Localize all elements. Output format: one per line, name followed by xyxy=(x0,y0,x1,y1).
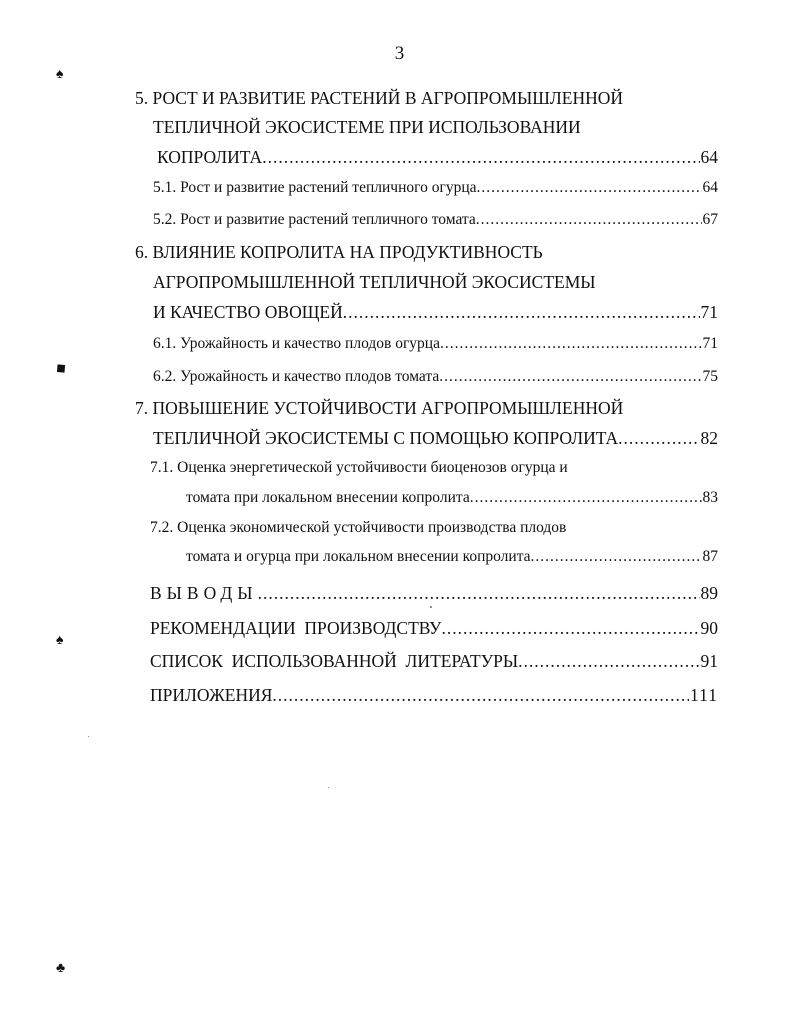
toc-entry-conclusions-page: 89 xyxy=(700,583,718,603)
dot-leader xyxy=(618,426,699,450)
scan-hole-mark: ♣ xyxy=(56,961,66,976)
toc-entry-recommendations-title: РЕКОМЕНДАЦИИ ПРОИЗВОДСТВУ xyxy=(150,618,442,638)
toc-entry-5-1 xyxy=(153,177,718,199)
toc-entry-7-page: 82 xyxy=(700,428,718,448)
toc-entry-recommendations xyxy=(150,616,718,640)
toc-entry-5-title-line3: КОПРОЛИТА xyxy=(157,147,263,167)
toc-entry-references-page: 91 xyxy=(700,651,718,671)
toc-entry-appendices-title: ПРИЛОЖЕНИЯ xyxy=(150,685,273,705)
toc-entry-7-1 xyxy=(186,487,718,509)
toc-entry-5-2 xyxy=(153,209,718,231)
toc-entry-7-2 xyxy=(186,546,718,568)
scan-hole-mark: ♠ xyxy=(56,67,64,82)
toc-entry-6-title-line2: АГРОПРОМЫШЛЕННОЙ ТЕПЛИЧНОЙ ЭКОСИСТЕМЫ xyxy=(153,272,596,292)
toc-entry-references xyxy=(150,649,718,673)
toc-entry-5-2-title: 5.2. Рост и развитие растений тепличного томата xyxy=(153,211,476,228)
scan-speck xyxy=(328,787,329,788)
dot-leader xyxy=(441,616,699,640)
toc-entry-7-title-line2: ТЕПЛИЧНОЙ ЭКОСИСТЕМЫ С ПОМОЩЬЮ КОПРОЛИТА xyxy=(153,428,619,448)
dot-leader xyxy=(476,209,702,231)
dot-leader xyxy=(440,333,702,355)
dot-leader xyxy=(531,546,702,568)
dot-leader xyxy=(258,581,700,605)
scan-speck xyxy=(88,736,89,737)
toc-entry-5-2-page: 67 xyxy=(702,211,718,228)
dot-leader xyxy=(477,177,702,199)
toc-entry-6-2 xyxy=(153,366,718,388)
toc-entry-7 xyxy=(153,426,718,450)
toc-entry-6-1-page: 71 xyxy=(702,335,718,352)
toc-entry-6-2-title: 6.2. Урожайность и качество плодов томата xyxy=(153,368,440,385)
toc-entry-7-title-line1: 7. ПОВЫШЕНИЕ УСТОЙЧИВОСТИ АГРОПРОМЫШЛЕННОЙ xyxy=(135,398,624,418)
toc-entry-7-2-page: 87 xyxy=(702,548,718,565)
toc-entry-6-page: 71 xyxy=(700,302,718,322)
toc-entry-7-1-title-line1: 7.1. Оценка энергетической устойчивости биоценозов огурца и xyxy=(150,459,568,476)
toc-entry-7-1-title-line2: томата при локальном внесении копролита xyxy=(186,489,470,506)
dot-leader xyxy=(518,649,699,673)
toc-entry-5-title-line2: ТЕПЛИЧНОЙ ЭКОСИСТЕМЕ ПРИ ИСПОЛЬЗОВАНИИ xyxy=(153,117,581,137)
dot-leader xyxy=(439,366,701,388)
toc-entry-6-1-title: 6.1. Урожайность и качество плодов огурца xyxy=(153,335,440,352)
scan-hole-mark: ♠ xyxy=(56,633,64,648)
toc-entry-5-title-line1: 5. РОСТ И РАЗВИТИЕ РАСТЕНИЙ В АГРОПРОМЫШЛЕННОЙ xyxy=(135,88,624,108)
toc-entry-conclusions-title: ВЫВОДЫ xyxy=(150,583,258,603)
toc-entry-5 xyxy=(157,145,718,169)
page-number: 3 xyxy=(394,43,405,64)
toc-entry-5-1-page: 64 xyxy=(702,179,718,196)
dot-leader xyxy=(262,145,699,169)
toc-entry-7-1-page: 83 xyxy=(702,489,718,506)
toc-entry-appendices-page: 111 xyxy=(690,685,718,705)
toc-entry-6-2-page: 75 xyxy=(702,368,718,385)
scan-hole-mark: ◆ xyxy=(52,359,71,378)
toc-entry-5-page: 64 xyxy=(700,147,718,167)
toc-entry-6-1 xyxy=(153,333,718,355)
toc-entry-7-2-title-line1: 7.2. Оценка экономической устойчивости производства плодов xyxy=(150,519,567,536)
toc-entry-recommendations-page: 90 xyxy=(700,618,718,638)
dot-leader xyxy=(272,683,689,707)
dot-leader xyxy=(343,300,700,324)
toc-entry-6-title-line3: И КАЧЕСТВО ОВОЩЕЙ xyxy=(153,302,343,322)
toc-entry-6 xyxy=(153,300,718,324)
toc-entry-5-1-title: 5.1. Рост и развитие растений тепличного огурца xyxy=(153,179,477,196)
dot-leader xyxy=(470,487,702,509)
toc-entry-conclusions xyxy=(150,581,718,605)
toc-entry-7-2-title-line2: томата и огурца при локальном внесении копролита xyxy=(186,548,531,565)
toc-entry-6-title-line1: 6. ВЛИЯНИЕ КОПРОЛИТА НА ПРОДУКТИВНОСТЬ xyxy=(135,242,543,262)
scan-speck xyxy=(430,606,432,608)
toc-entry-references-title: СПИСОК ИСПОЛЬЗОВАННОЙ ЛИТЕРАТУРЫ xyxy=(150,651,519,671)
toc-entry-appendices xyxy=(150,683,718,707)
